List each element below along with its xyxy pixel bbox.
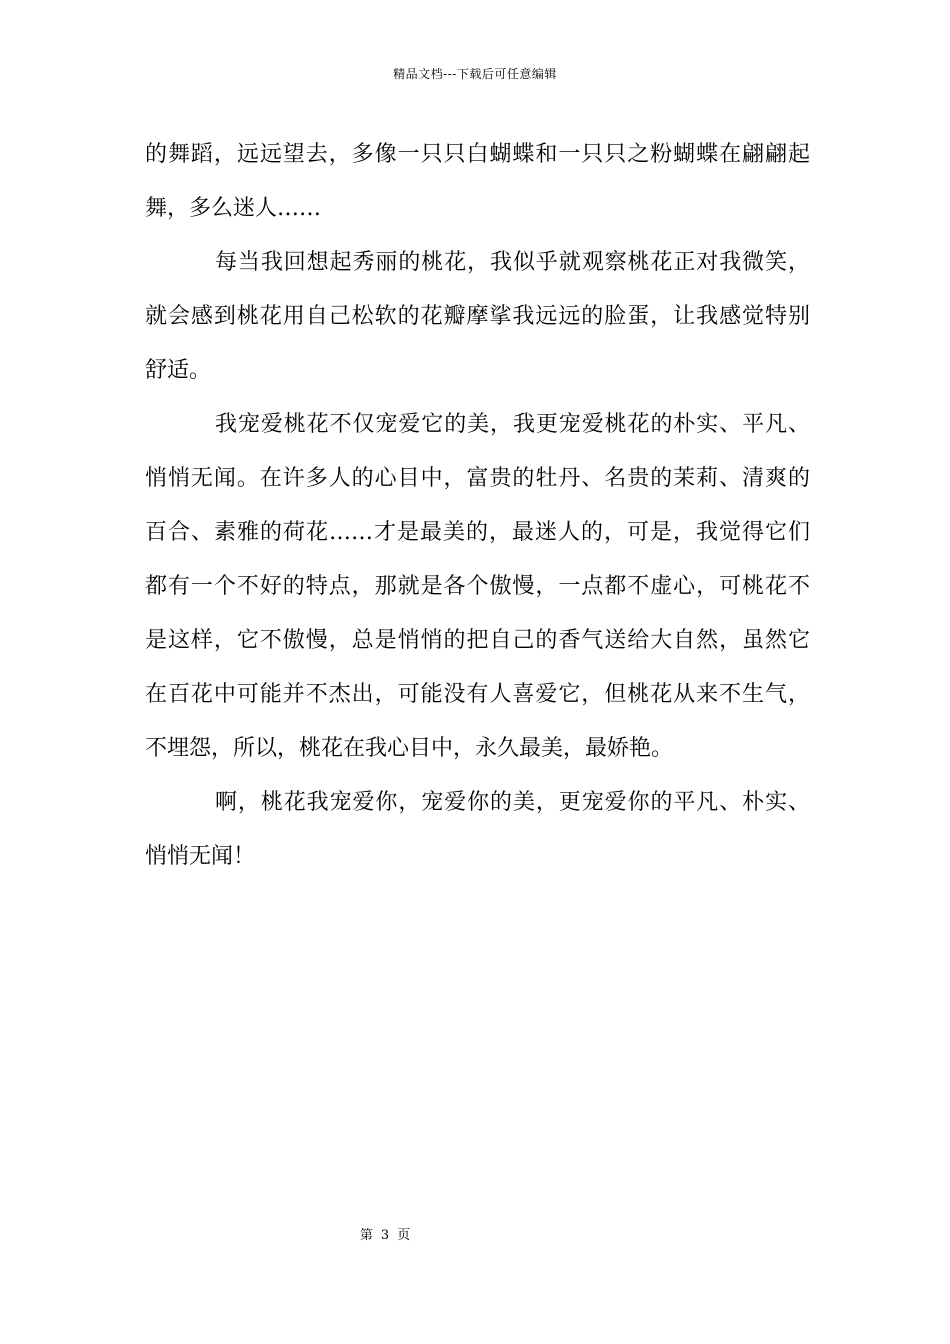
text-line: 在百花中可能并不杰出，可能没有人喜爱它，但桃花从来不生气， <box>145 682 810 707</box>
text-line: 悄悄无闻。在许多人的心目中，富贵的牡丹、名贵的茉莉、清爽的 <box>145 466 810 491</box>
paragraph-start-line: 我宠爱桃花不仅宠爱它的美，我更宠爱桃花的朴实、平凡、 <box>215 412 810 437</box>
document-body <box>145 128 810 884</box>
page-footer <box>0 1227 770 1245</box>
paragraph-start-line: 每当我回想起秀丽的桃花，我似乎就观察桃花正对我微笑， <box>215 250 810 275</box>
text-line: 舞，多么迷人…… <box>145 196 322 221</box>
page-header: 精品文档---下载后可任意编辑 <box>393 67 557 81</box>
text-line: 不埋怨，所以，桃花在我心目中，永久最美，最娇艳。 <box>145 736 674 761</box>
page-number-suffix: 页 <box>397 1228 411 1243</box>
text-line: 百合、素雅的荷花……才是最美的，最迷人的，可是，我觉得它们 <box>145 520 810 545</box>
page-number-prefix: 第 <box>359 1228 373 1243</box>
text-line: 悄悄无闻！ <box>145 844 256 869</box>
text-line: 就会感到桃花用自己松软的花瓣摩挲我远远的脸蛋，让我感觉特别 <box>145 304 810 329</box>
page-number: 3 <box>380 1228 390 1243</box>
paragraph-start-line: 啊，桃花我宠爱你，宠爱你的美，更宠爱你的平凡、朴实、 <box>215 790 810 815</box>
text-line: 的舞蹈，远远望去，多像一只只白蝴蝶和一只只之粉蝴蝶在翩翩起 <box>145 142 810 167</box>
text-line: 都有一个不好的特点，那就是各个傲慢，一点都不虚心，可桃花不 <box>145 574 810 599</box>
text-line: 是这样，它不傲慢，总是悄悄的把自己的香气送给大自然，虽然它 <box>145 628 810 653</box>
text-line: 舒适。 <box>145 358 212 383</box>
